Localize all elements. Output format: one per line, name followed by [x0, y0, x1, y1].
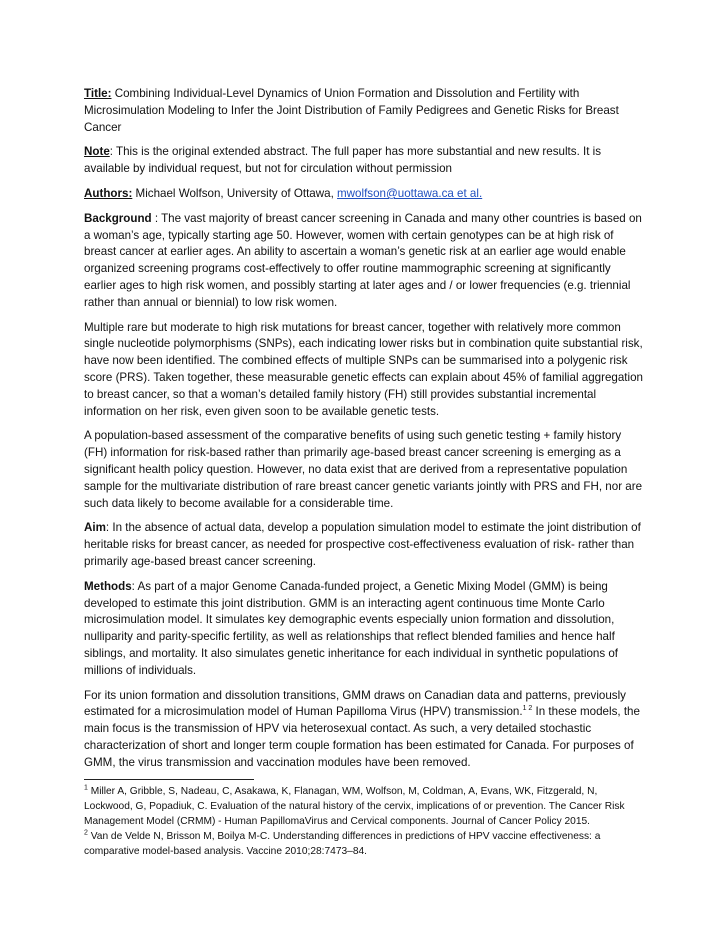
- title-label: Title:: [84, 87, 112, 100]
- aim-text: : In the absence of actual data, develop a population simulation model to estimate the joint distribution of heritable risks for breast cancer, as needed for prospective cost-effectiveness evaluation of risk- rather than primarily age-based breast cancer screening.: [84, 521, 641, 568]
- footnote-1: [84, 784, 644, 829]
- authors-text: Michael Wolfson, University of Ottawa,: [135, 186, 338, 200]
- background-text-1: : The vast majority of breast cancer screening in Canada and many other countries is based on a woman’s age, typically starting age 50. However, women with certain genotypes can be at high risk of breast cancer at earlier ages. An ability to ascertain a woman’s genetic risk at an earlier age would enable organized screening programs cost-effectively to offer routine mammographic screening at significantly earlier ages to high risk women, and possibly starting at later ages and / or lower frequencies (e.g. triennial rather than annual or biennial) to low risk women.: [84, 211, 642, 309]
- methods-paragraph-1: [84, 579, 644, 680]
- footnote-2-mark: 2: [84, 830, 88, 838]
- authors-paragraph: [84, 186, 644, 203]
- abstract-body: [84, 86, 644, 859]
- methods-text-2a: For its union formation and dissolution transitions, GMM draws on Canadian data and patterns, previously estimated for a microsimulation model of Human Papilloma Virus (HPV) transmission.: [84, 688, 626, 719]
- background-paragraph-1: [84, 211, 644, 312]
- methods-text-1: : As part of a major Genome Canada-funded project, a Genetic Mixing Model (GMM) is being developed to estimate this joint distribution. GMM is an interacting agent continuous time Monte Carlo microsimulation model. It simulates key demographic events especially union formation and dissolution, nulliparity and parity-specific fertility, as well as relationships that reflect blended families and hence half siblings, and mortality. It also simulates genetic inheritance for each individual in synthetic populations of millions of individuals.: [84, 579, 619, 677]
- title-text: Combining Individual-Level Dynamics of Union Formation and Dissolution and Fertility with Microsimulation Modeling to Infer the Joint Distribution of Family Pedigrees and Genetic Risks for Breast Cancer: [84, 87, 619, 134]
- aim-label: Aim: [84, 521, 106, 535]
- background-paragraph-3: A population-based assessment of the comparative benefits of using such genetic testing + family history (FH) information for risk-based rather than primarily age-based breast cancer screening is emerging as a significant health policy question. However, no data exist that are derived from a representative population sample for the multivariate distribution of rare breast cancer genetic variants jointly with PRS and FH, nor are such data likely to become available for a considerable time.: [84, 429, 643, 510]
- footnote-2-text: Van de Velde N, Brisson M, Boilya M-C. Understanding differences in predictions of HPV vaccine effectiveness: a comparative model-based analysis. Vaccine 2010;28:7473–84.: [84, 831, 601, 858]
- footnote-1-mark: 1: [84, 785, 88, 793]
- title-paragraph: [84, 86, 644, 136]
- footnote-2: [84, 829, 644, 859]
- footnote-divider: [84, 779, 254, 780]
- note-text: : This is the original extended abstract. The full paper has more substantial and new results. It is available by individual request, but not for circulation without permission: [84, 145, 602, 176]
- authors-label: Authors:: [84, 186, 133, 200]
- aim-paragraph: [84, 520, 644, 570]
- footnotes: [84, 784, 644, 859]
- footnote-refs[interactable]: 1 2: [522, 705, 533, 713]
- methods-text-2b: In these models, the main focus is the transmission of HPV via heterosexual contact. As such, a very detailed stochastic characterization of short and longer term couple formation has been estimated for Canada. For purposes of GMM, the virus transmission and vaccination modules have been removed.: [84, 705, 640, 769]
- note-paragraph: [84, 144, 644, 178]
- background-paragraph-2: Multiple rare but moderate to high risk mutations for breast cancer, together with relatively more common single nucleotide polymorphisms (SNPs), each indicating lower risks but in combination quite substantial risk, have now been identified. The combined effects of multiple SNPs can be summarised into a polygenic risk score (PRS). Taken together, these measurable genetic effects can explain about 45% of familial aggregation to breast cancer, so that a woman’s detailed family history (FH) still provides substantial incremental information on her risk, even given soon to be available genetic tests.: [84, 320, 643, 418]
- methods-paragraph-2: [84, 688, 644, 772]
- background-label: Background: [84, 211, 152, 225]
- author-email-link[interactable]: mwolfson@uottawa.ca et al.: [337, 186, 483, 200]
- methods-label: Methods: [84, 579, 132, 593]
- note-label: Note: [84, 145, 110, 159]
- footnote-1-text: Miller A, Gribble, S, Nadeau, C, Asakawa, K, Flanagan, WM, Wolfson, M, Coldman, A, Evans, WK, Fitzgerald, N, Lockwood, G, Popadiuk, C. Evaluation of the natural history of the cervix, implications of or prevention. The Cancer Risk Management Model (CRMM) - Human PapillomaVirus and Cervical components. Journal of Cancer Policy 2015.: [84, 786, 625, 828]
